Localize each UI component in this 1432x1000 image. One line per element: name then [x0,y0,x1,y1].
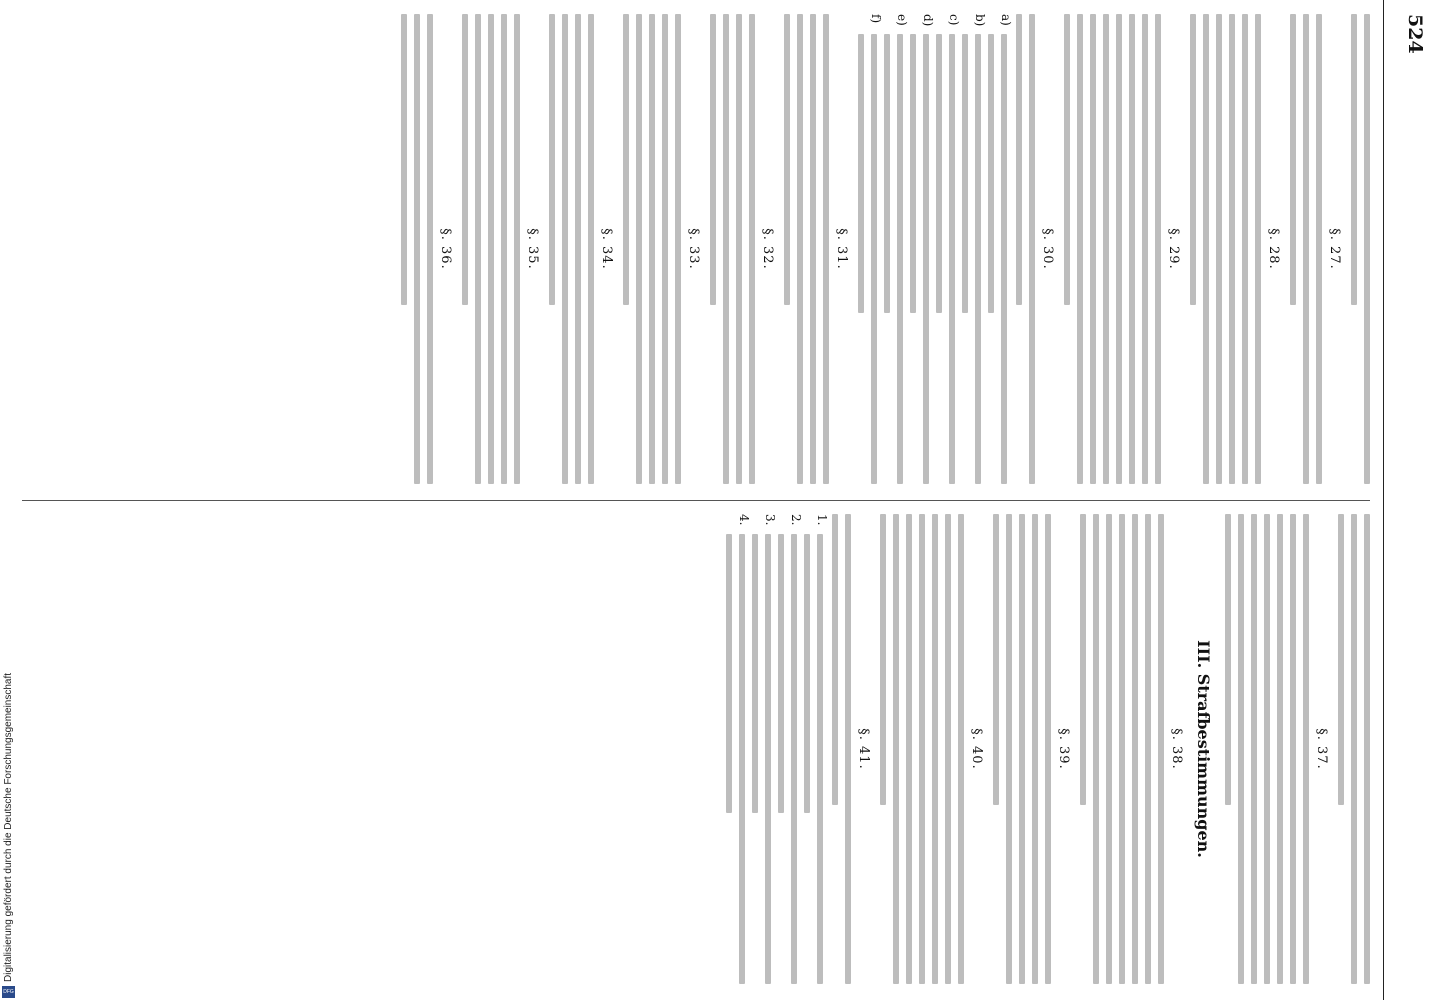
section-text [1190,14,1261,484]
list-item-text [936,34,955,484]
section-heading: §. 39. [1056,728,1071,770]
list-marker: 4. [737,514,751,526]
opening-paragraph [1351,14,1370,484]
section-text [710,14,755,484]
page-number: 524 [1404,14,1426,54]
list-item-text [988,34,1007,484]
enumerated-list [858,14,1013,484]
list-item [726,514,751,984]
section-text [880,514,964,984]
section-heading: §. 38. [1169,728,1184,770]
section-heading: §. 29. [1166,228,1181,270]
right-column [18,514,1370,984]
section-heading: §. 36. [438,228,453,270]
list-marker: c) [947,14,961,26]
section-text [832,514,851,984]
list-item [910,14,935,484]
list-marker: 1. [815,514,829,526]
section-text [1016,14,1035,484]
section-text [1290,14,1322,484]
list-marker: a) [999,14,1013,26]
section-heading: §. 37. [1314,728,1329,770]
right-sections [726,514,1184,984]
section-heading: §. 30. [1040,228,1055,270]
section-text [549,14,594,484]
section-heading: §. 27. [1327,228,1342,270]
list-item [936,14,961,484]
left-sections [401,14,1342,484]
section-heading: §. 35. [525,228,540,270]
list-item-text [858,34,877,484]
section-heading: §. 40. [969,728,984,770]
part-heading: III. Strafbestimmungen. [1194,640,1213,858]
list-item-text [804,534,823,984]
list-marker: 2. [789,514,803,526]
credit-text: Digitalisierung gefördert durch die Deutsche Forschungsgemeinschaft [3,672,14,982]
section-heading: §. 28. [1266,228,1281,270]
section-text [1064,14,1161,484]
enumerated-list [726,514,829,984]
section-text [1080,514,1164,984]
list-item [988,14,1013,484]
list-item [884,14,909,484]
list-marker: f) [869,14,883,24]
list-item [858,14,883,484]
list-item [962,14,987,484]
page-header [1383,0,1432,1000]
list-item-text [726,534,745,984]
section-text [623,14,681,484]
section-text [993,514,1051,984]
section-heading: §. 32. [760,228,775,270]
list-item [752,514,777,984]
list-item-text [778,534,797,984]
list-marker: d) [921,14,935,27]
section-heading: §. 31. [834,228,849,270]
left-column [18,14,1370,484]
opening-paragraph [1338,514,1370,984]
section-text [462,14,520,484]
section-text [784,14,829,484]
list-item [778,514,803,984]
list-item-text [910,34,929,484]
right-sections-before-part [1225,514,1329,984]
section-heading: §. 34. [599,228,614,270]
section-text [1225,514,1309,984]
list-item-text [752,534,771,984]
digitization-credit [2,562,16,982]
section-heading: §. 41. [856,728,871,770]
list-item-text [884,34,903,484]
dfg-logo: DFG [2,986,15,998]
column-divider [22,500,1370,501]
section-heading: §. 33. [686,228,701,270]
list-item [804,514,829,984]
list-marker: b) [973,14,987,27]
list-marker: 3. [763,514,777,526]
list-marker: e) [895,14,909,26]
list-item-text [962,34,981,484]
section-text [401,14,433,484]
